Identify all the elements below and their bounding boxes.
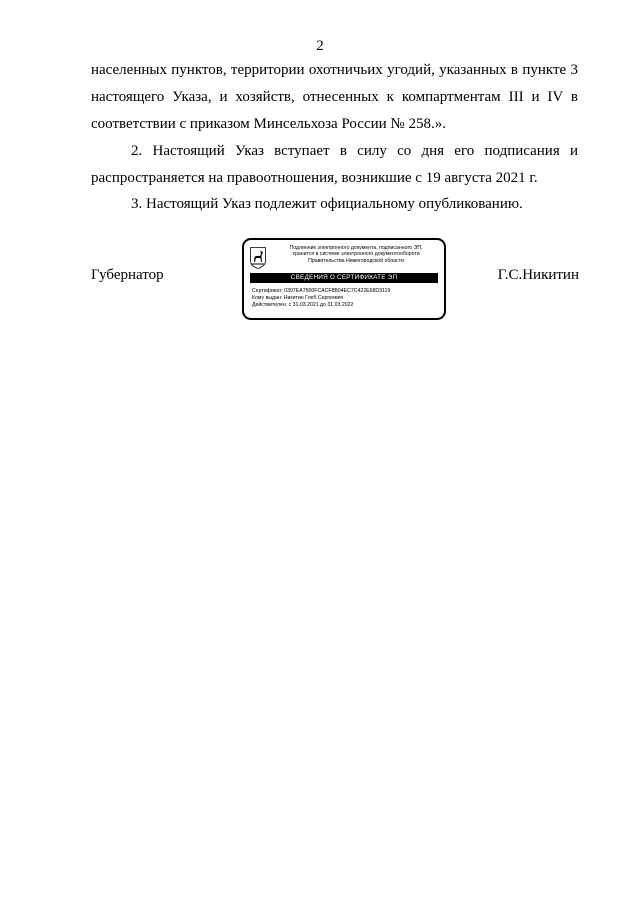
stamp-issued-to: Кому выдан: Никитин Глеб Сергеевич <box>252 295 344 301</box>
stamp-header-line-2: хранится в системе электронного документооборота <box>292 251 420 258</box>
stamp-header <box>270 245 442 264</box>
paragraph-1 <box>91 57 578 138</box>
stamp-validity: Действителен: с 31.03.2021 до 31.03.2022 <box>252 302 354 308</box>
signatory-name: Г.С.Никитин <box>497 267 579 283</box>
paragraph-1-line-1: населенных пунктов, территории охотничьих угодий, указанных в пункте 3 <box>91 62 578 78</box>
stamp-header-line-1: Подлинник электронного документа, подписанного ЭП, <box>289 245 423 251</box>
paragraph-3 <box>91 191 578 218</box>
page-number: 2 <box>316 38 324 54</box>
paragraph-3-line-1: 3. Настоящий Указ подлежит официальному опубликованию. <box>131 196 523 212</box>
electronic-signature-stamp <box>242 238 446 320</box>
paragraph-1-line-2: настоящего Указа, и хозяйств, отнесенных к компартментам III и IV в <box>91 89 578 105</box>
paragraph-2-line-2: распространяется на правоотношения, возникшие с 19 августа 2021 г. <box>91 170 538 186</box>
stamp-details <box>252 288 442 309</box>
stamp-header-line-3: Правительства Нижегородской области <box>308 257 404 264</box>
paragraph-2 <box>91 138 578 192</box>
paragraph-1-line-3: соответствии с приказом Минсельхоза России № 258.». <box>91 116 446 132</box>
signatory-title: Губернатор <box>91 267 164 283</box>
paragraph-2-line-1: 2. Настоящий Указ вступает в силу со дня его подписания и <box>131 143 578 159</box>
deer-emblem-icon <box>250 247 266 269</box>
stamp-certificate: Сертификат: 0397EA7500FCACF8B04EC7C422E68D3119 <box>252 288 391 294</box>
stamp-banner: СВЕДЕНИЯ О СЕРТИФИКАТЕ ЭП <box>250 273 438 283</box>
